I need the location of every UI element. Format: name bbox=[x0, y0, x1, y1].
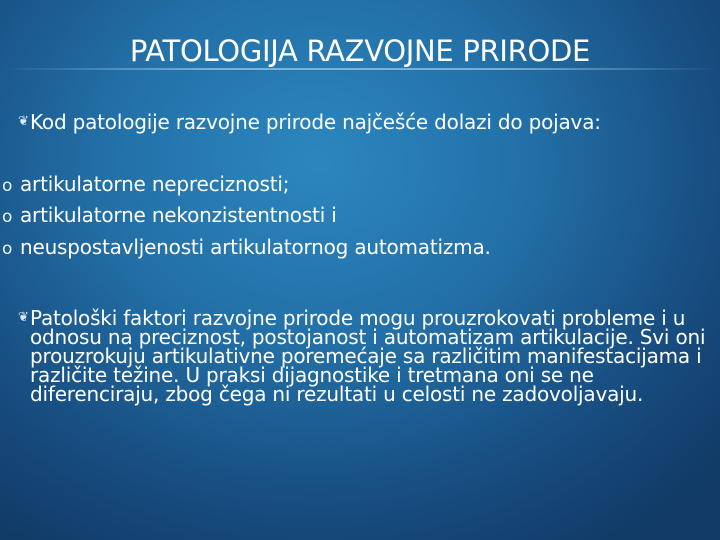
bullet-1 bbox=[18, 110, 716, 134]
bullet-2 bbox=[18, 306, 716, 406]
hollow-circle-icon: o bbox=[2, 176, 13, 196]
sub-item-3 bbox=[2, 237, 491, 259]
sub-item-1-text: artikulatorne nepreciznosti; bbox=[20, 172, 290, 196]
leaf-flourish-icon: ❦ bbox=[18, 114, 29, 129]
hollow-circle-icon: o bbox=[2, 207, 13, 227]
sub-item-2 bbox=[2, 205, 337, 227]
slide-title: PATOLOGIJA RAZVOJNE PRIRODE bbox=[129, 34, 591, 68]
hollow-circle-icon: o bbox=[2, 239, 13, 259]
sub-item-2-text: artikulatorne nekonzistentnosti i bbox=[20, 203, 337, 227]
bullet-2-text: Patološki faktori razvojne prirode mogu prouzrokovati probleme i u odnosu na preciznost, postojanost i automatizam artikulacije. Svi oni prouzrokuju artikulativne poremećaje sa različitim manifestacijama i različite težine. U praksi dijagnostike i tretmana oni se ne diferenciraju, zbog čega ni rezultati u celosti ne zadovoljavaju. bbox=[30, 306, 706, 406]
sub-item-1 bbox=[2, 174, 289, 196]
leaf-flourish-icon: ❦ bbox=[18, 310, 29, 325]
sub-item-3-text: neuspostavljenosti artikulatornog automatizma. bbox=[20, 235, 491, 259]
bullet-1-text: Kod patologije razvojne prirode najčešće dolazi do pojava: bbox=[30, 110, 601, 134]
